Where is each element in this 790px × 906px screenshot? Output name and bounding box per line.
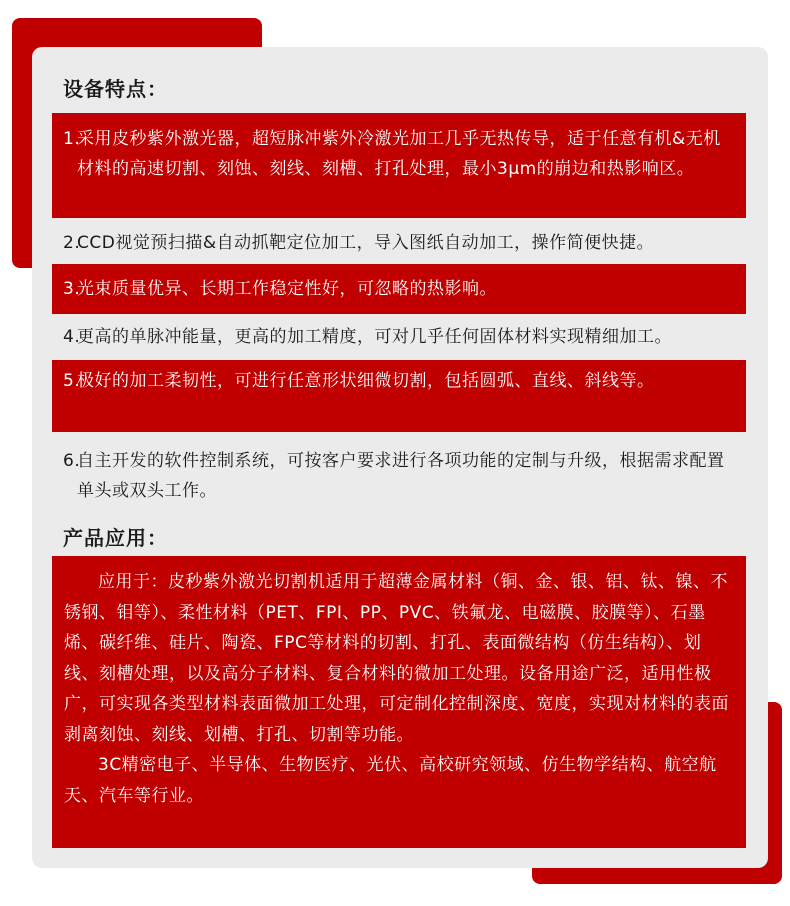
feature-text: CCD视觉预扫描&自动抓靶定位加工，导入图纸自动加工，操作简便快捷。: [77, 233, 655, 253]
feature-number: 2.: [63, 233, 81, 253]
feature-number: 3.: [63, 279, 81, 299]
feature-number: 5.: [63, 371, 81, 391]
feature-text: 自主开发的软件控制系统，可按客户要求进行各项功能的定制与升级，根据需求配置单头或双头工作。: [77, 451, 725, 501]
feature-item-6: [52, 444, 746, 508]
applications-box: [52, 556, 746, 848]
feature-number: 1.: [63, 129, 81, 149]
feature-text: 更高的单脉冲能量，更高的加工精度，可对几乎任何固体材料实现精细加工。: [77, 327, 672, 347]
feature-item-2: [52, 226, 746, 260]
feature-text: 采用皮秒紫外激光器，超短脉冲紫外冷激光加工几乎无热传导，适于任意有机&无机材料的高速切割、刻蚀、刻线、刻槽、打孔处理，最小3μm的崩边和热影响区。: [77, 129, 721, 179]
feature-item-5: [52, 360, 746, 432]
feature-item-3: [52, 264, 746, 314]
industries-paragraph: 3C精密电子、半导体、生物医疗、光伏、高校研究领域、仿生物学结构、航空航天、汽车等行业。: [64, 755, 717, 806]
feature-text: 光束质量优异、长期工作稳定性好，可忽略的热影响。: [77, 279, 497, 299]
applications-paragraph: 应用于：皮秒紫外激光切割机适用于超薄金属材料（铜、金、银、铝、钛、镍、不锈钢、钼等）、柔性材料（PET、FPI、PP、PVC、铁氟龙、电磁膜、胶膜等）、石墨烯、碳纤维、硅片、陶瓷、FPC等材料的切割、打孔、表面微结构（仿生结构）、划线、刻槽处理，以及高分子材料、复合材料的微加工处理。设备用途广泛，适用性极广，可实现各类型材料表面微加工处理，可定制化控制深度、宽度，实现对材料的表面剥离刻蚀、刻线、划槽、打孔、切割等功能。: [64, 572, 729, 745]
feature-number: 4.: [63, 327, 81, 347]
applications-heading: 产品应用：: [63, 526, 168, 550]
feature-text: 极好的加工柔韧性，可进行任意形状细微切割，包括圆弧、直线、斜线等。: [77, 371, 655, 391]
features-heading: 设备特点：: [63, 77, 168, 101]
feature-number: 6.: [63, 451, 81, 471]
feature-item-1: [52, 113, 746, 218]
feature-item-4: [52, 320, 746, 356]
